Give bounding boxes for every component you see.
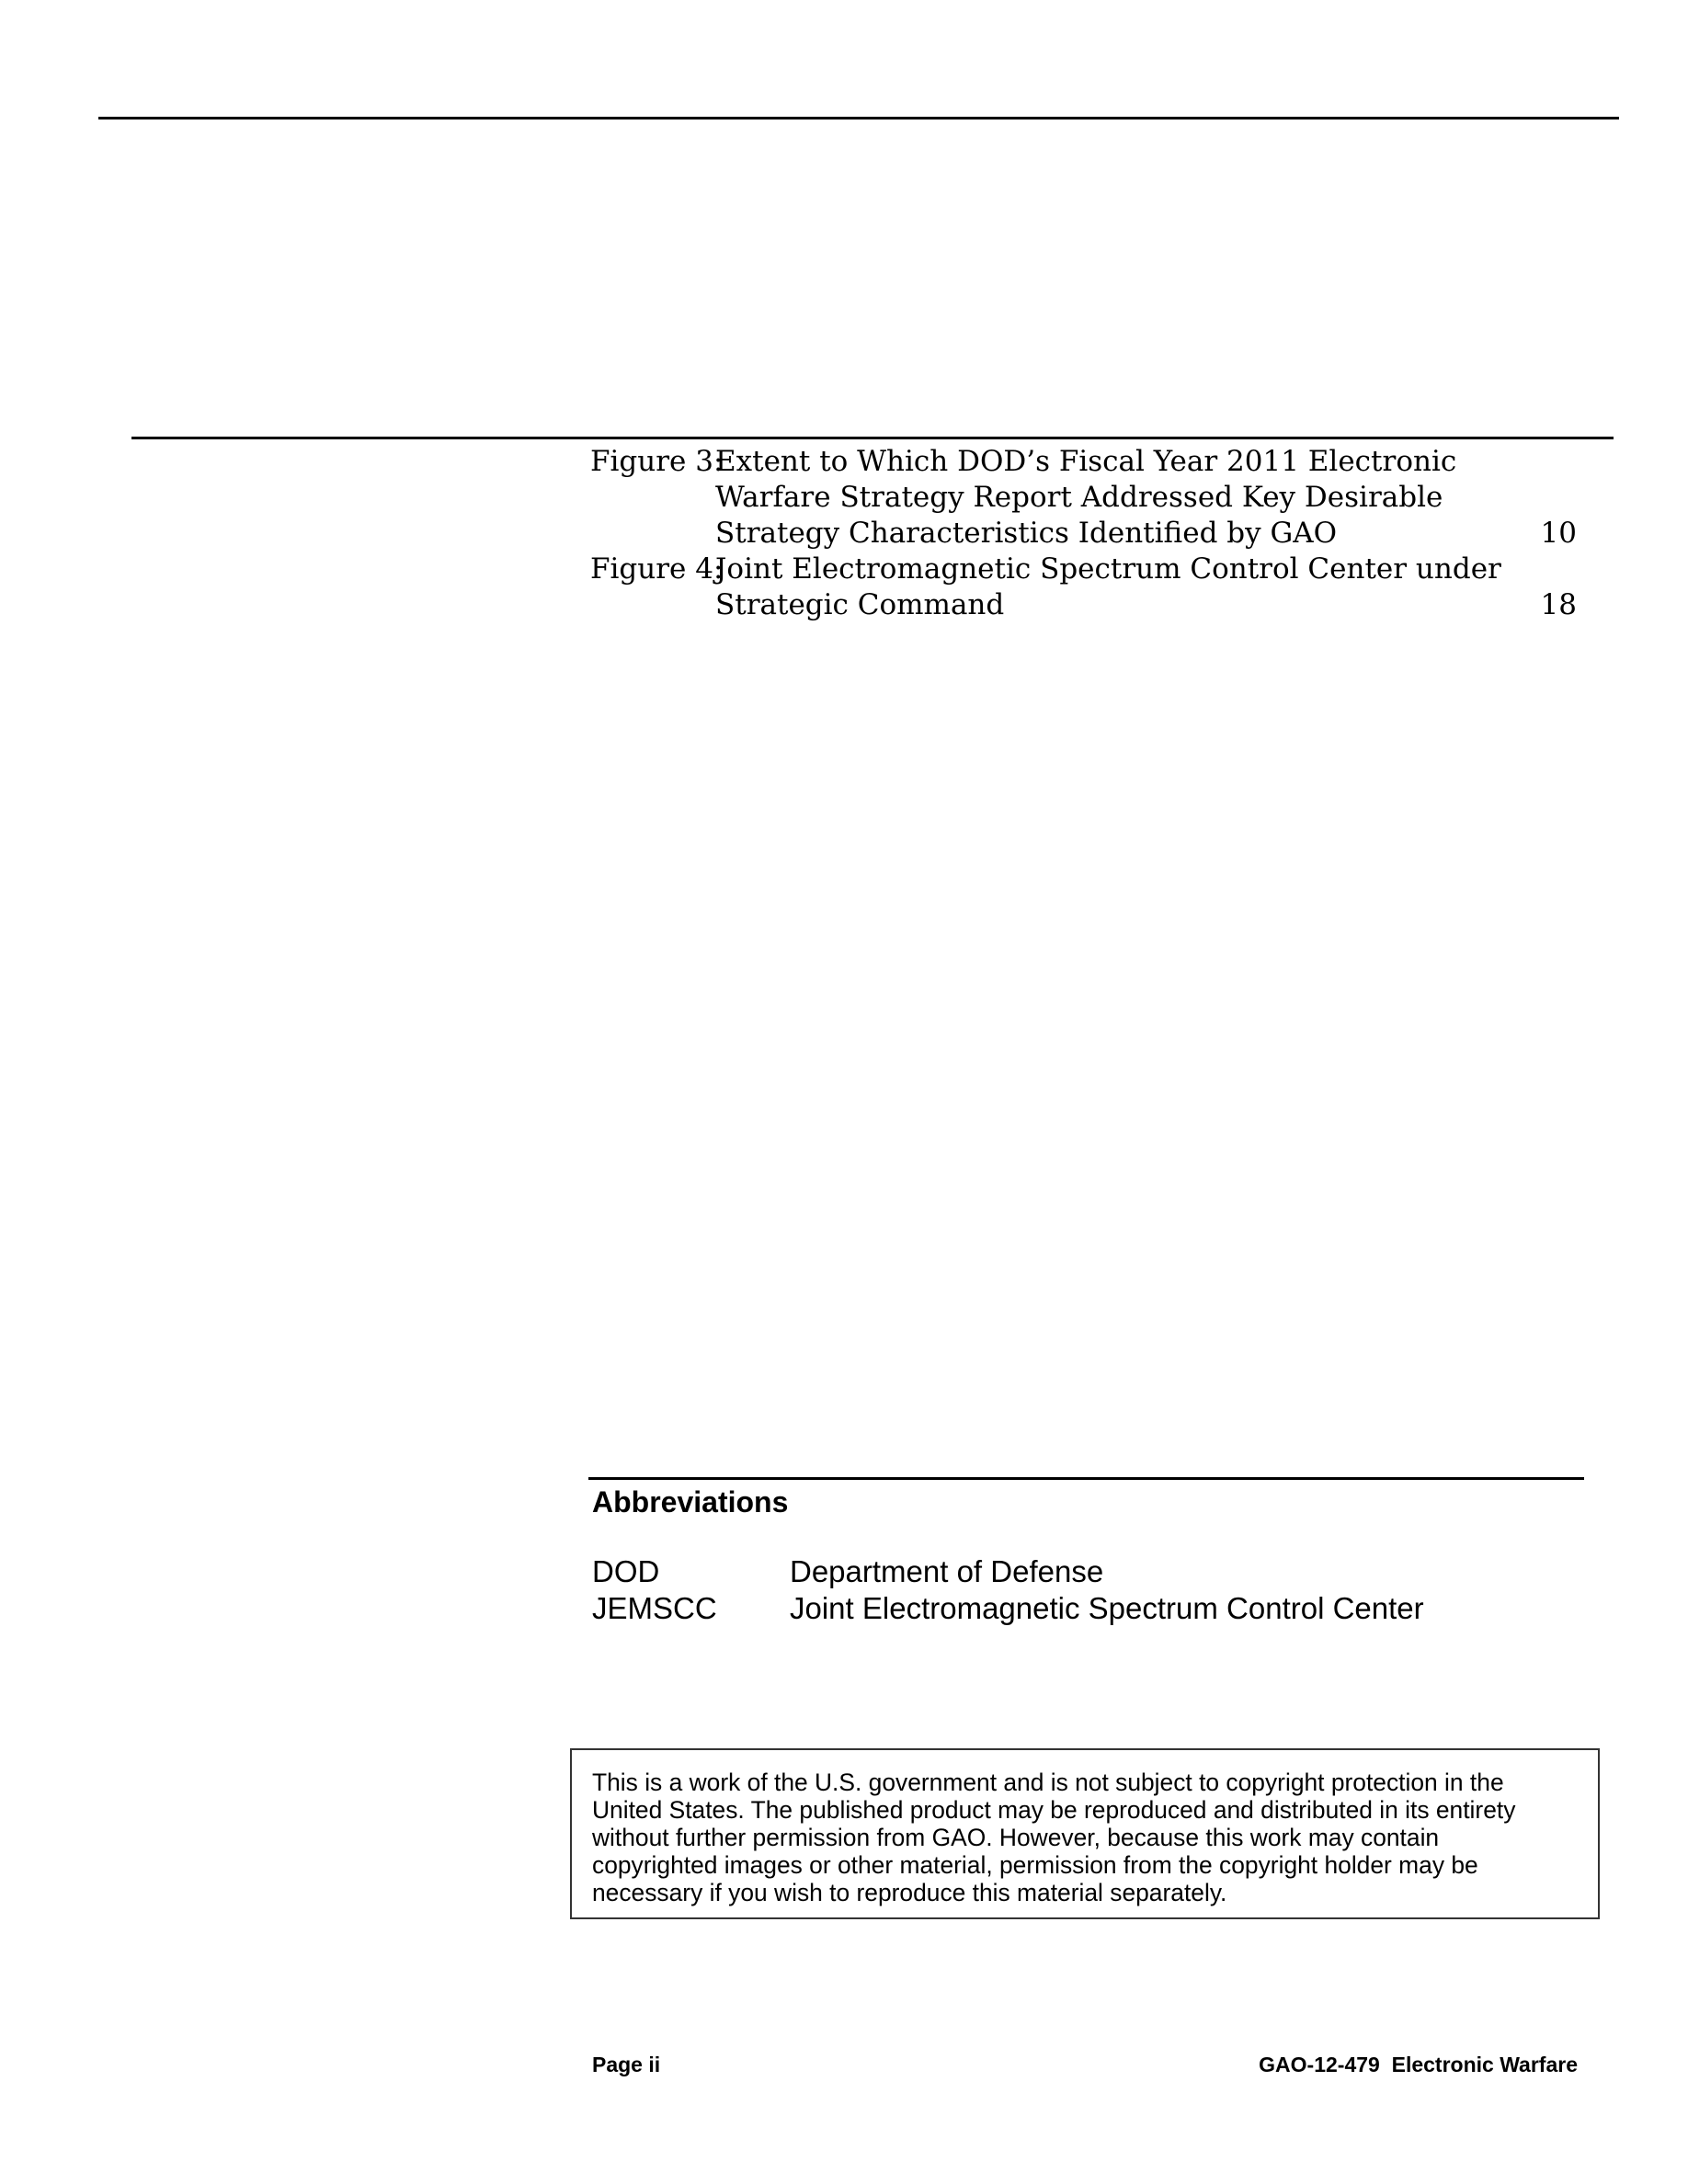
copyright-notice (570, 1748, 1600, 1919)
figure-title-line: Joint Electromagnetic Spectrum Control Center under (715, 552, 1501, 586)
notice-line: copyrighted images or other material, permission from the copyright holder may be (592, 1851, 1478, 1879)
footer-report-id: GAO-12-479 Electronic Warfare (1259, 2053, 1578, 2076)
figure-entry-4[interactable] (590, 552, 1577, 623)
figure-page-number: 18 (1540, 588, 1577, 621)
abbreviations-rule (588, 1477, 1584, 1480)
notice-line: United States. The published product may be reproduced and distributed in its entirety (592, 1796, 1516, 1824)
abbreviation-row (592, 1590, 1424, 1627)
footer-page-number: Page ii (592, 2053, 661, 2076)
notice-line: necessary if you wish to reproduce this material separately. (592, 1879, 1227, 1906)
figure-label: Figure 4: (590, 552, 724, 586)
figures-rule (131, 437, 1614, 439)
figure-title-line: Warfare Strategy Report Addressed Key Desirable (715, 481, 1443, 514)
notice-line: This is a work of the U.S. government and is not subject to copyright protection in the (592, 1769, 1504, 1796)
abbreviation-definition: Department of Defense (790, 1554, 1104, 1588)
figure-label: Figure 3: (590, 445, 724, 478)
abbreviation-term: DOD (592, 1554, 660, 1588)
abbreviation-term: JEMSCC (592, 1591, 717, 1625)
figure-title-line: Strategy Characteristics Identified by GAO (715, 517, 1338, 550)
abbreviation-definition: Joint Electromagnetic Spectrum Control Center (790, 1591, 1424, 1625)
top-rule (98, 117, 1619, 119)
figure-title-line: Strategic Command (715, 588, 1005, 621)
figure-page-number: 10 (1540, 517, 1577, 550)
figure-title-line: Extent to Which DOD’s Fiscal Year 2011 Electronic (715, 445, 1457, 478)
notice-line: without further permission from GAO. However, because this work may contain (592, 1824, 1440, 1851)
abbreviations-list (592, 1553, 1424, 1627)
abbreviations-title: Abbreviations (592, 1485, 789, 1519)
figure-entry-3[interactable] (590, 444, 1577, 552)
figures-list (590, 444, 1577, 623)
abbreviation-row (592, 1553, 1424, 1590)
